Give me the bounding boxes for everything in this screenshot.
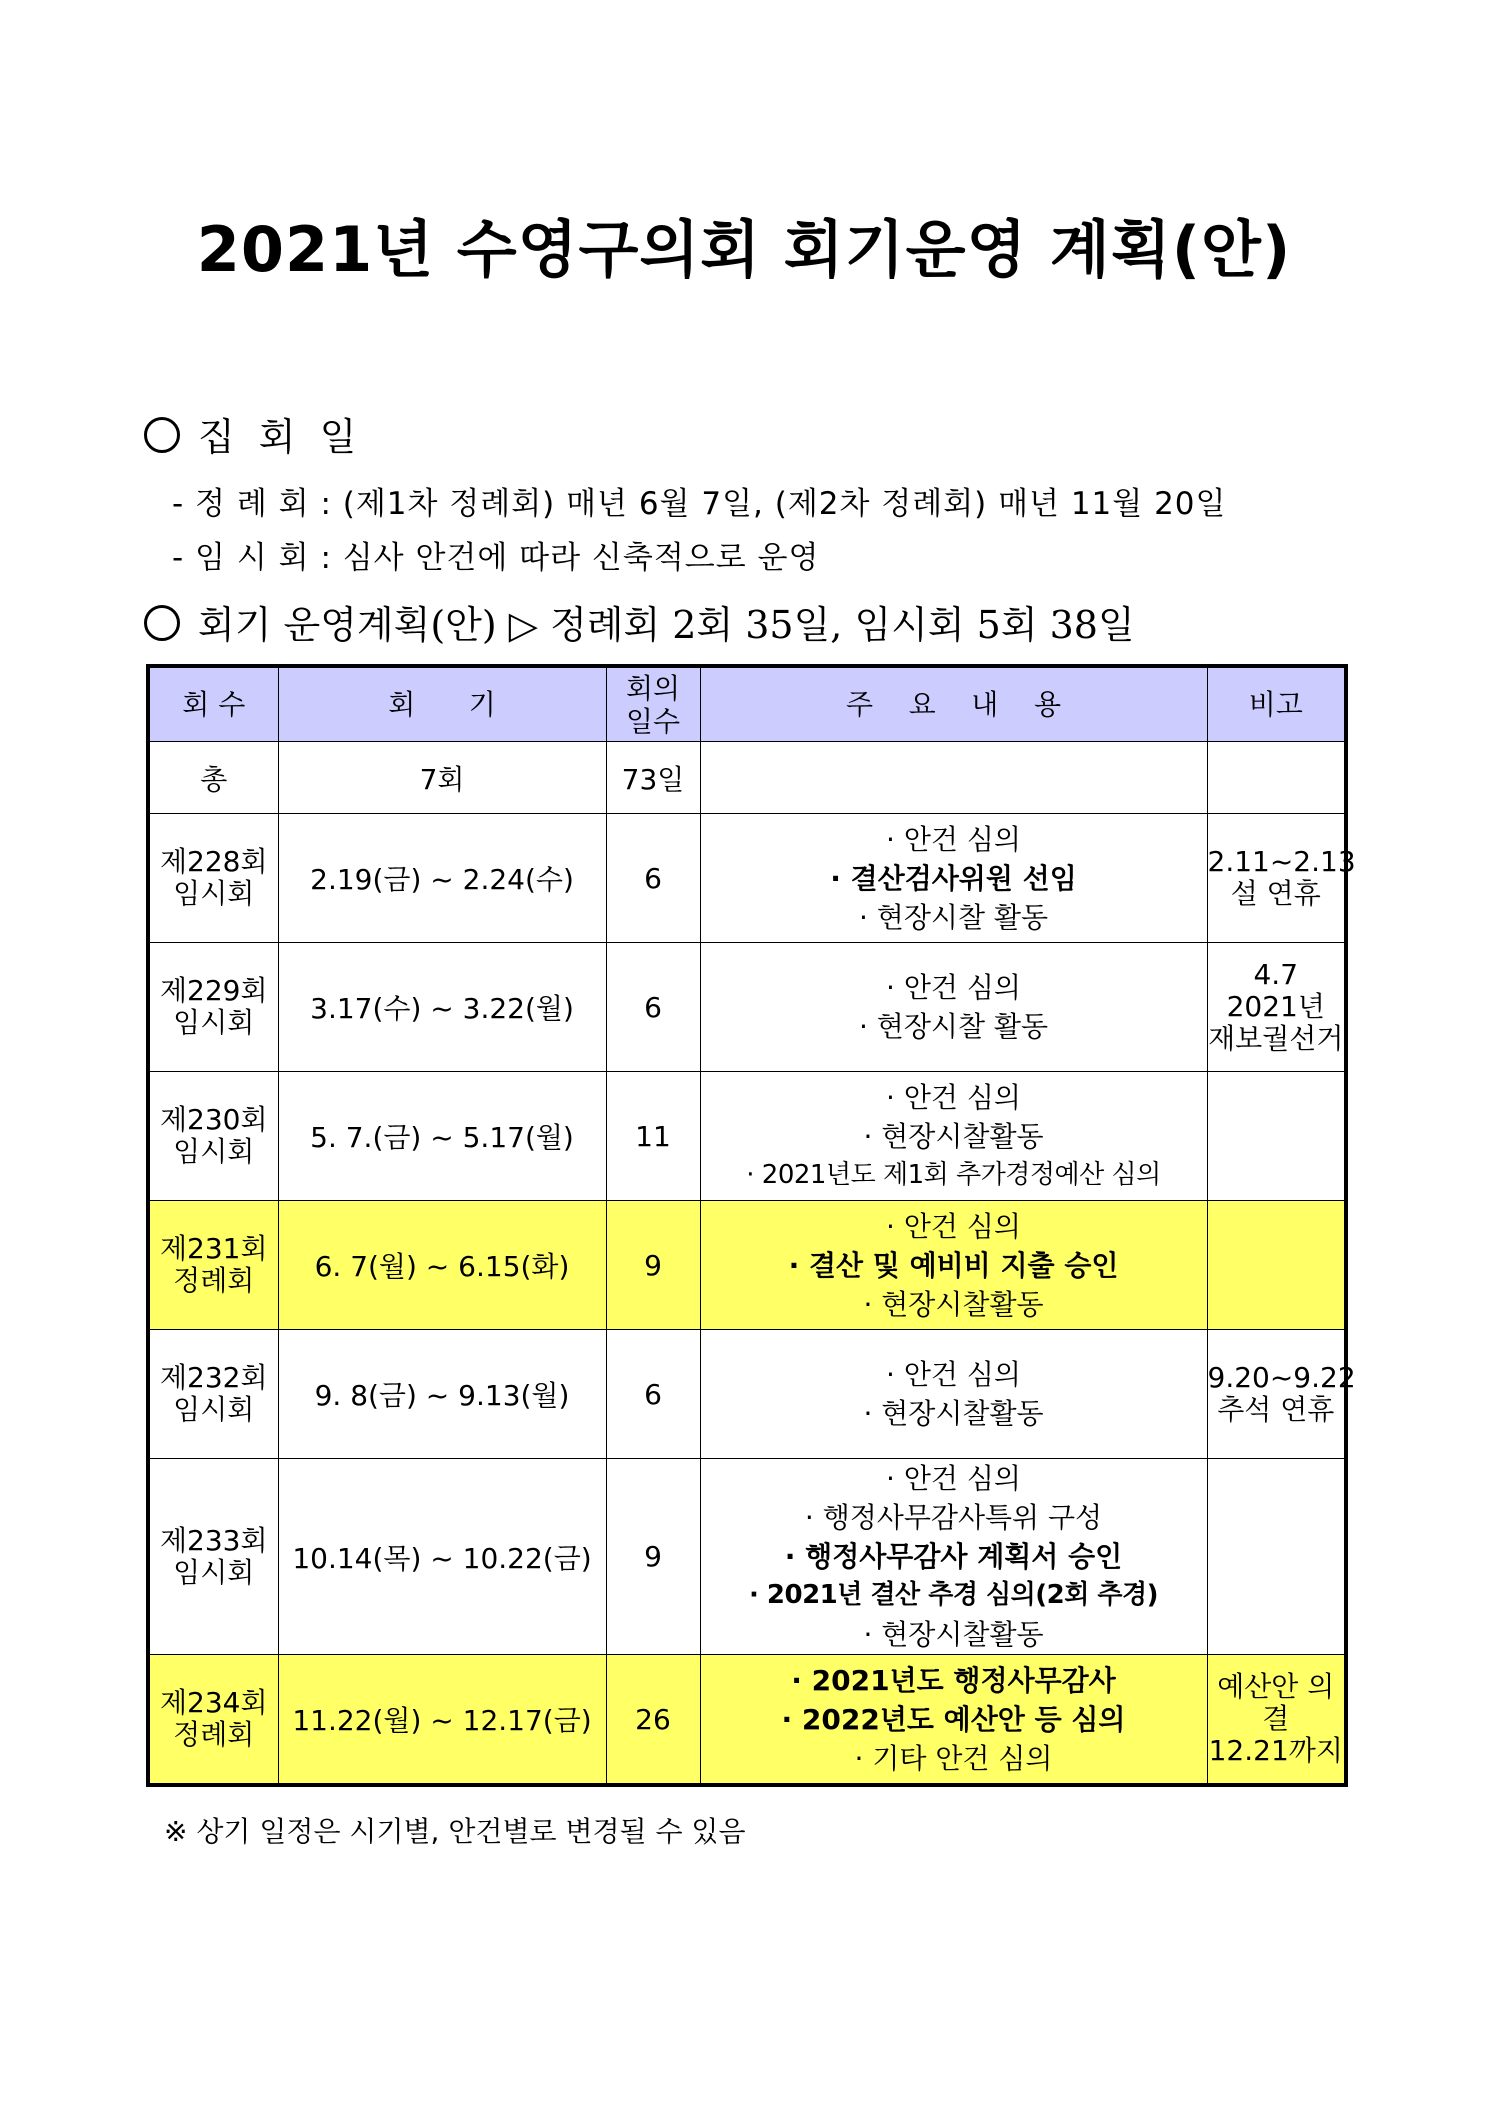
session-no bbox=[148, 1330, 278, 1459]
section-session-plan bbox=[144, 594, 1135, 649]
table-row-regular-session bbox=[148, 1201, 1346, 1330]
content-item: · 2021년 결산 추경 심의(2회 추경) bbox=[748, 1580, 1159, 1610]
content-item: · 현장시찰활동 bbox=[863, 1618, 1044, 1651]
session-type: 임시회 bbox=[173, 1135, 255, 1168]
table-row bbox=[148, 1072, 1346, 1201]
remark-line: 2.11~2.13 bbox=[1207, 845, 1356, 878]
header-days-line2: 일수 bbox=[625, 704, 681, 738]
section-heading: 회기 운영계획(안) ▷ 정례회 2회 35일, 임시회 5회 38일 bbox=[198, 603, 1135, 647]
session-no-line1: 제229회 bbox=[159, 974, 268, 1007]
content-item: · 현장시찰 활동 bbox=[859, 900, 1048, 934]
session-type: 임시회 bbox=[173, 1006, 255, 1039]
session-days: 6 bbox=[606, 1330, 700, 1459]
header-period: 회 기 bbox=[278, 666, 606, 742]
table-row bbox=[148, 1330, 1346, 1459]
content-item: · 안건 심의 bbox=[886, 1209, 1021, 1243]
extra-session-line: - 임 시 회 : 심사 안건에 따라 신축적으로 운영 bbox=[172, 540, 820, 576]
total-content bbox=[700, 742, 1207, 814]
table-row bbox=[148, 814, 1346, 943]
content-item: · 행정사무감사특위 구성 bbox=[804, 1501, 1103, 1534]
session-remark bbox=[1207, 1201, 1346, 1330]
session-no bbox=[148, 1201, 278, 1330]
session-period: 10.14(목) ~ 10.22(금) bbox=[278, 1459, 606, 1655]
content-item: · 현장시찰활동 bbox=[863, 1119, 1044, 1153]
session-remark bbox=[1207, 1655, 1346, 1786]
remark-line: 추석 연휴 bbox=[1217, 1393, 1335, 1426]
session-remark bbox=[1207, 814, 1356, 943]
remark-line: 설 연휴 bbox=[1230, 877, 1321, 910]
session-schedule-table bbox=[146, 664, 1356, 1787]
content-item: · 2022년도 예산안 등 심의 bbox=[781, 1702, 1126, 1736]
session-days: 9 bbox=[606, 1459, 700, 1655]
header-session-no: 회 수 bbox=[148, 666, 278, 742]
content-item: · 결산검사위원 선임 bbox=[830, 861, 1077, 895]
session-content bbox=[700, 1072, 1207, 1201]
session-content bbox=[700, 814, 1207, 943]
session-period: 6. 7(월) ~ 6.15(화) bbox=[278, 1201, 606, 1330]
remark-line: 12.21까지 bbox=[1208, 1734, 1343, 1767]
session-no bbox=[148, 814, 278, 943]
session-type: 정례회 bbox=[173, 1264, 255, 1297]
session-no-line1: 제234회 bbox=[159, 1686, 268, 1719]
header-days-line1: 회의 bbox=[625, 671, 681, 705]
session-content bbox=[700, 1330, 1207, 1459]
table-row-total bbox=[148, 742, 1346, 814]
circle-bullet-icon bbox=[144, 417, 180, 453]
content-item: · 2021년도 제1회 추가경정예산 심의 bbox=[746, 1159, 1161, 1190]
session-days: 6 bbox=[606, 814, 700, 943]
session-period: 3.17(수) ~ 3.22(월) bbox=[278, 943, 606, 1072]
content-item: · 안건 심의 bbox=[886, 1080, 1021, 1114]
session-days: 6 bbox=[606, 943, 700, 1072]
session-no bbox=[148, 1655, 278, 1786]
session-type: 임시회 bbox=[173, 877, 255, 910]
content-item: · 2021년도 행정사무감사 bbox=[791, 1663, 1116, 1697]
session-days: 9 bbox=[606, 1201, 700, 1330]
table-row bbox=[148, 943, 1346, 1072]
total-sessions: 7회 bbox=[278, 742, 606, 814]
table-row-regular-session bbox=[148, 1655, 1346, 1786]
header-days bbox=[606, 666, 700, 742]
session-type: 정례회 bbox=[173, 1718, 255, 1751]
session-no-line1: 제231회 bbox=[159, 1232, 268, 1265]
session-no-line1: 제232회 bbox=[159, 1361, 268, 1394]
session-days: 11 bbox=[606, 1072, 700, 1201]
content-item: · 결산 및 예비비 지출 승인 bbox=[788, 1248, 1119, 1282]
session-period: 9. 8(금) ~ 9.13(월) bbox=[278, 1330, 606, 1459]
content-item: · 행정사무감사 계획서 승인 bbox=[784, 1540, 1123, 1573]
content-item: · 안건 심의 bbox=[886, 1462, 1021, 1495]
table-header-row bbox=[148, 666, 1346, 742]
session-remark bbox=[1207, 1072, 1346, 1201]
session-content bbox=[700, 1459, 1207, 1655]
content-item: · 안건 심의 bbox=[886, 971, 1021, 1004]
session-type: 임시회 bbox=[173, 1393, 255, 1426]
total-days: 73일 bbox=[606, 742, 700, 814]
remark-line: 예산안 의결 bbox=[1217, 1670, 1335, 1735]
session-no-line1: 제230회 bbox=[159, 1103, 268, 1136]
content-item: · 안건 심의 bbox=[886, 822, 1021, 856]
section-meeting-days bbox=[144, 406, 362, 461]
session-content bbox=[700, 1201, 1207, 1330]
session-no bbox=[148, 1459, 278, 1655]
session-remark bbox=[1207, 1459, 1346, 1655]
content-item: · 현장시찰활동 bbox=[863, 1397, 1044, 1430]
content-item: · 현장시찰 활동 bbox=[859, 1010, 1048, 1043]
section-heading: 집 회 일 bbox=[198, 415, 363, 459]
session-no-line1: 제228회 bbox=[159, 845, 268, 878]
header-content: 주 요 내 용 bbox=[700, 666, 1207, 742]
session-content bbox=[700, 943, 1207, 1072]
content-item: · 기타 안건 심의 bbox=[854, 1741, 1053, 1775]
session-remark bbox=[1207, 943, 1346, 1072]
session-no bbox=[148, 1072, 278, 1201]
footnote: ※ 상기 일정은 시기별, 안건별로 변경될 수 있음 bbox=[164, 1815, 746, 1848]
remark-line: 재보궐선거 bbox=[1208, 1022, 1344, 1055]
content-item: · 안건 심의 bbox=[886, 1358, 1021, 1391]
session-remark bbox=[1207, 1330, 1356, 1459]
remark-line: 9.20~9.22 bbox=[1207, 1361, 1356, 1394]
session-period: 11.22(월) ~ 12.17(금) bbox=[278, 1655, 606, 1786]
session-period: 5. 7.(금) ~ 5.17(월) bbox=[278, 1072, 606, 1201]
session-no bbox=[148, 943, 278, 1072]
content-item: · 현장시찰활동 bbox=[863, 1287, 1044, 1321]
total-remark bbox=[1207, 742, 1346, 814]
session-no-line1: 제233회 bbox=[159, 1523, 268, 1557]
page-title: 2021년 수영구의회 회기운영 계획(안) bbox=[196, 213, 1292, 286]
session-type: 임시회 bbox=[173, 1555, 255, 1589]
regular-session-line: - 정 례 회 : (제1차 정례회) 매년 6월 7일, (제2차 정례회) 매년 11월 20일 bbox=[172, 486, 1227, 522]
table-row bbox=[148, 1459, 1346, 1655]
header-remark: 비고 bbox=[1207, 666, 1346, 742]
total-label: 총 bbox=[148, 742, 278, 814]
remark-line: 4.7 bbox=[1253, 958, 1299, 991]
session-period: 2.19(금) ~ 2.24(수) bbox=[278, 814, 606, 943]
circle-bullet-icon bbox=[144, 605, 180, 641]
session-days: 26 bbox=[606, 1655, 700, 1786]
remark-line: 2021년 bbox=[1226, 990, 1325, 1023]
session-content bbox=[700, 1655, 1207, 1786]
